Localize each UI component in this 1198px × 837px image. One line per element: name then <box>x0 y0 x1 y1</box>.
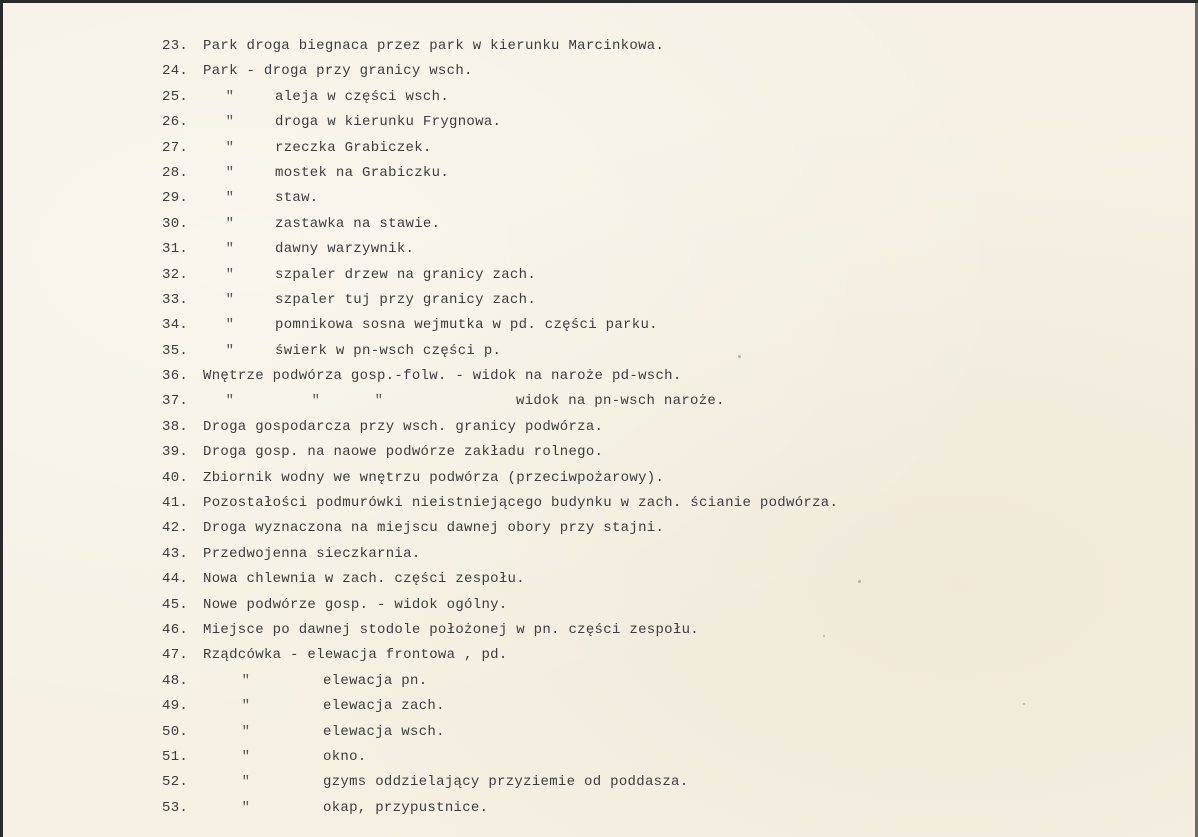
item-number: 45. <box>162 596 189 613</box>
item-text: staw. <box>275 190 319 207</box>
item-text: pomnikowa sosna wejmutka w pd. części parku. <box>275 317 658 334</box>
list-item <box>3 491 1193 516</box>
item-text: Nowe podwórze gosp. - widok ogólny. <box>203 596 508 613</box>
paper-spot <box>738 355 741 358</box>
item-number: 49. <box>162 698 189 715</box>
item-number: 35. <box>162 342 189 359</box>
item-number: 48. <box>162 672 189 689</box>
list-item <box>3 669 1193 694</box>
item-number: 24. <box>162 63 189 80</box>
item-number: 52. <box>162 774 189 791</box>
list-item <box>3 186 1193 211</box>
item-number: 53. <box>162 799 189 816</box>
paper-spot <box>1023 703 1025 705</box>
list-item <box>3 466 1193 491</box>
ditto-mark: " <box>241 799 251 816</box>
item-number: 44. <box>162 571 189 588</box>
item-text: droga w kierunku Frygnowa. <box>275 114 502 131</box>
ditto-mark: " <box>225 291 235 308</box>
item-text: Zbiornik wodny we wnętrzu podwórza (przeciwpożarowy). <box>203 469 665 486</box>
list-item <box>3 720 1193 745</box>
item-text: Pozostałości podmurówki nieistniejącego budynku w zach. ścianie podwórza. <box>203 495 839 512</box>
item-text: Wnętrze podwórza gosp.-folw. - widok na naroże pd-wsch. <box>203 368 682 385</box>
item-number: 51. <box>162 748 189 765</box>
list-item <box>3 745 1193 770</box>
item-number: 38. <box>162 418 189 435</box>
ditto-mark: " <box>225 88 235 105</box>
item-text: okap, przypustnice. <box>323 799 489 816</box>
item-number: 27. <box>162 139 189 156</box>
item-text: Nowa chlewnia w zach. części zespołu. <box>203 571 525 588</box>
item-text: szpaler tuj przy granicy zach. <box>275 291 537 308</box>
ditto-mark: " <box>225 342 235 359</box>
list-item <box>3 643 1193 668</box>
list-item <box>3 237 1193 262</box>
item-number: 46. <box>162 621 189 638</box>
ditto-mark: " <box>225 164 235 181</box>
item-text: elewacja wsch. <box>323 723 445 740</box>
list-item <box>3 389 1193 414</box>
item-text: Park - droga przy granicy wsch. <box>203 63 473 80</box>
list-item <box>3 212 1193 237</box>
item-text: zastawka na stawie. <box>275 215 441 232</box>
item-number: 29. <box>162 190 189 207</box>
list-item <box>3 34 1193 59</box>
item-text: aleja w części wsch. <box>275 88 450 105</box>
list-item <box>3 339 1193 364</box>
entry-list <box>3 34 1193 821</box>
list-item <box>3 288 1193 313</box>
ditto-mark: " <box>241 748 251 765</box>
list-item <box>3 415 1193 440</box>
item-text: mostek na Grabiczku. <box>275 164 450 181</box>
item-text: Droga gosp. na naowe podwórze zakładu rolnego. <box>203 444 604 461</box>
item-number: 50. <box>162 723 189 740</box>
list-item <box>3 110 1193 135</box>
item-number: 43. <box>162 545 189 562</box>
item-text: Miejsce po dawnej stodole położonej w pn. części zespołu. <box>203 621 699 638</box>
ditto-mark: " <box>225 317 235 334</box>
ditto-mark: " <box>225 266 235 283</box>
item-text: widok na pn-wsch naroże. <box>516 393 725 410</box>
item-number: 31. <box>162 241 189 258</box>
list-item <box>3 85 1193 110</box>
item-number: 33. <box>162 291 189 308</box>
ditto-mark: " <box>241 723 251 740</box>
item-number: 37. <box>162 393 189 410</box>
ditto-mark: " <box>241 774 251 791</box>
list-item <box>3 618 1193 643</box>
item-text: Droga gospodarcza przy wsch. granicy podwórza. <box>203 418 604 435</box>
item-number: 26. <box>162 114 189 131</box>
item-number: 41. <box>162 495 189 512</box>
item-text: dawny warzywnik. <box>275 241 415 258</box>
item-number: 23. <box>162 38 189 54</box>
item-text: rzeczka Grabiczek. <box>275 139 432 156</box>
list-item <box>3 770 1193 795</box>
item-text: szpaler drzew na granicy zach. <box>275 266 537 283</box>
list-item <box>3 161 1193 186</box>
list-item <box>3 694 1193 719</box>
list-item <box>3 516 1193 541</box>
list-item <box>3 796 1193 821</box>
item-text: Park droga biegnaca przez park w kierunku Marcinkowa. <box>203 38 665 54</box>
list-item <box>3 364 1193 389</box>
item-text: Droga wyznaczona na miejscu dawnej obory przy stajni. <box>203 520 665 537</box>
item-text: elewacja zach. <box>323 698 445 715</box>
ditto-mark: " <box>225 114 235 131</box>
ditto-mark: " <box>241 698 251 715</box>
paper-spot <box>823 635 825 637</box>
list-item <box>3 136 1193 161</box>
paper-spot <box>858 580 861 583</box>
item-number: 42. <box>162 520 189 537</box>
item-text: okno. <box>323 748 367 765</box>
ditto-mark: " <box>311 393 321 410</box>
item-text: Rządcówka - elewacja frontowa , pd. <box>203 647 508 664</box>
list-item <box>3 313 1193 338</box>
ditto-mark: " <box>225 190 235 207</box>
list-item <box>3 567 1193 592</box>
item-number: 25. <box>162 88 189 105</box>
list-item <box>3 263 1193 288</box>
ditto-mark: " <box>225 241 235 258</box>
ditto-mark: " <box>241 672 251 689</box>
item-text: Przedwojenna sieczkarnia. <box>203 545 421 562</box>
list-item <box>3 59 1193 84</box>
item-number: 28. <box>162 164 189 181</box>
item-text: świerk w pn-wsch części p. <box>275 342 502 359</box>
item-text: gzyms oddzielający przyziemie od poddasza. <box>323 774 689 791</box>
item-text: elewacja pn. <box>323 672 428 689</box>
item-number: 39. <box>162 444 189 461</box>
list-item <box>3 593 1193 618</box>
item-number: 40. <box>162 469 189 486</box>
list-item <box>3 440 1193 465</box>
item-number: 34. <box>162 317 189 334</box>
item-number: 36. <box>162 368 189 385</box>
item-number: 32. <box>162 266 189 283</box>
item-number: 30. <box>162 215 189 232</box>
ditto-mark: " <box>374 393 384 410</box>
ditto-mark: " <box>225 139 235 156</box>
ditto-mark: " <box>225 393 235 410</box>
item-number: 47. <box>162 647 189 664</box>
list-item <box>3 542 1193 567</box>
ditto-mark: " <box>225 215 235 232</box>
